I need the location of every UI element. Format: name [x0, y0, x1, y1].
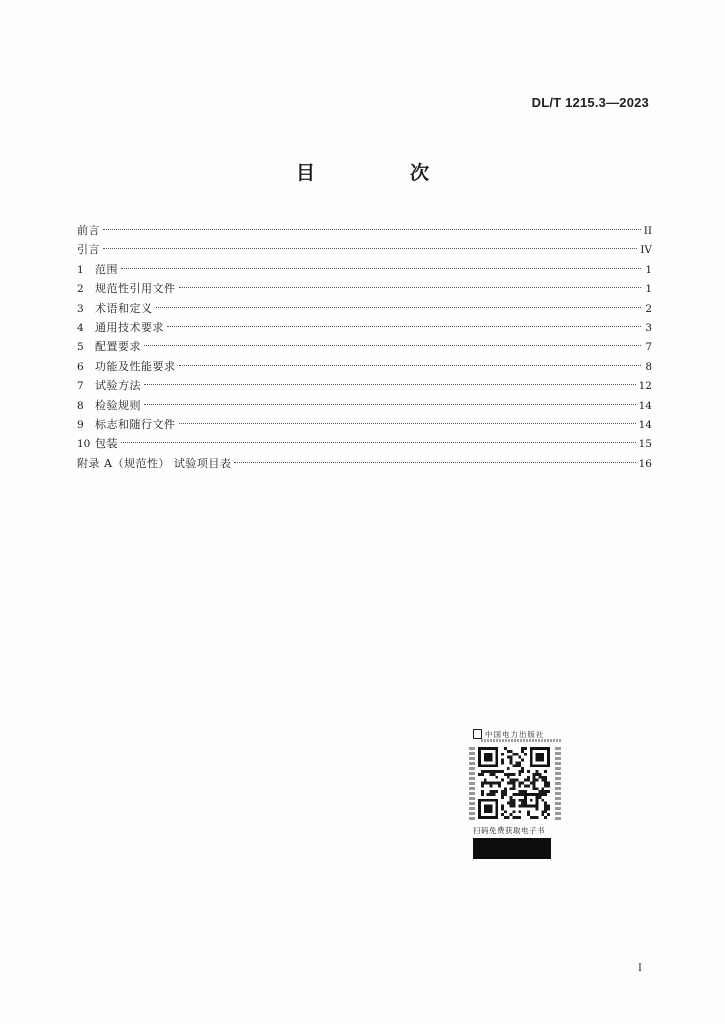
toc-entry-number: 1 [77, 263, 84, 276]
toc-entry-label: 附录 A（规范性） 试验项目表 [77, 456, 232, 470]
toc-dot-leader [121, 267, 641, 269]
toc-title: 目 次 [295, 162, 467, 184]
qr-side-text-left [469, 747, 475, 821]
toc-dot-leader [144, 403, 636, 405]
toc-entry-page: 1 [645, 283, 652, 296]
toc-entry-label: 规范性引用文件 [95, 282, 176, 296]
toc-entry[interactable] [77, 434, 652, 453]
toc-entry-page: IV [640, 244, 652, 257]
toc-entry[interactable] [77, 376, 652, 395]
toc-entry-number: 10 [77, 438, 91, 451]
toc-entry-page: 14 [638, 399, 652, 412]
publisher-logo-icon [473, 729, 482, 739]
toc-entry-page: 1 [645, 263, 652, 276]
toc-entry[interactable] [77, 221, 652, 240]
toc-dot-leader [179, 364, 642, 366]
toc-entry-label: 标志和随行文件 [95, 417, 176, 431]
qr-caption: 扫码免费获取电子书 [473, 826, 545, 835]
toc-entry[interactable] [77, 415, 652, 434]
toc-entry-label: 范围 [95, 262, 118, 276]
toc-dot-leader [144, 383, 636, 385]
toc-entry-number: 7 [77, 380, 84, 393]
toc-entry-number: 2 [77, 283, 84, 296]
toc-entry-number: 6 [77, 360, 84, 373]
toc-entry-label: 试验方法 [95, 379, 141, 393]
qr-redacted-bar [473, 838, 551, 859]
toc-list [77, 221, 652, 473]
qr-code-icon[interactable] [478, 747, 550, 819]
toc-entry-page: 12 [638, 380, 652, 393]
toc-entry-number: 5 [77, 341, 84, 354]
toc-entry[interactable] [77, 240, 652, 259]
toc-entry-number: 4 [77, 321, 84, 334]
toc-dot-leader [179, 422, 636, 424]
qr-publisher-name: 中国电力出版社 [485, 729, 545, 739]
toc-dot-leader [103, 247, 637, 249]
toc-entry[interactable] [77, 396, 652, 415]
toc-entry-page: 3 [645, 321, 652, 334]
toc-entry[interactable] [77, 260, 652, 279]
toc-entry-number: 8 [77, 399, 84, 412]
page-number: I [638, 963, 642, 974]
toc-entry-label: 引言 [77, 243, 100, 257]
toc-entry-number: 3 [77, 302, 84, 315]
toc-entry-number: 9 [77, 418, 84, 431]
toc-entry-page: 16 [638, 457, 652, 470]
toc-entry-label: 前言 [77, 224, 100, 237]
toc-dot-leader [144, 344, 641, 346]
toc-entry-label: 检验规则 [95, 398, 141, 412]
standard-code: DL/T 1215.3—2023 [531, 95, 649, 110]
toc-dot-leader [179, 286, 642, 288]
toc-dot-leader [234, 461, 635, 463]
toc-entry-label: 通用技术要求 [95, 320, 164, 334]
toc-entry[interactable] [77, 337, 652, 356]
toc-entry[interactable] [77, 454, 652, 473]
toc-entry[interactable] [77, 299, 652, 318]
toc-entry-label: 功能及性能要求 [95, 359, 176, 373]
toc-entry[interactable] [77, 357, 652, 376]
toc-entry[interactable] [77, 318, 652, 337]
toc-dot-leader [167, 325, 641, 327]
toc-entry-label: 配置要求 [95, 340, 141, 354]
toc-entry-page: 15 [638, 438, 652, 451]
toc-dot-leader [103, 228, 641, 230]
toc-dot-leader [156, 306, 642, 308]
toc-entry-label: 包装 [95, 437, 118, 451]
toc-entry-page: 7 [645, 341, 652, 354]
qr-publisher-english-line [481, 739, 561, 742]
toc-entry-page: 8 [645, 360, 652, 373]
toc-entry-page: 2 [645, 302, 652, 315]
toc-entry[interactable] [77, 279, 652, 298]
toc-entry-page: 14 [638, 418, 652, 431]
qr-card [469, 727, 565, 859]
toc-dot-leader [121, 441, 636, 443]
toc-entry-page: II [643, 225, 652, 237]
toc-entry-label: 术语和定义 [95, 301, 153, 315]
qr-side-text-right [555, 747, 561, 821]
